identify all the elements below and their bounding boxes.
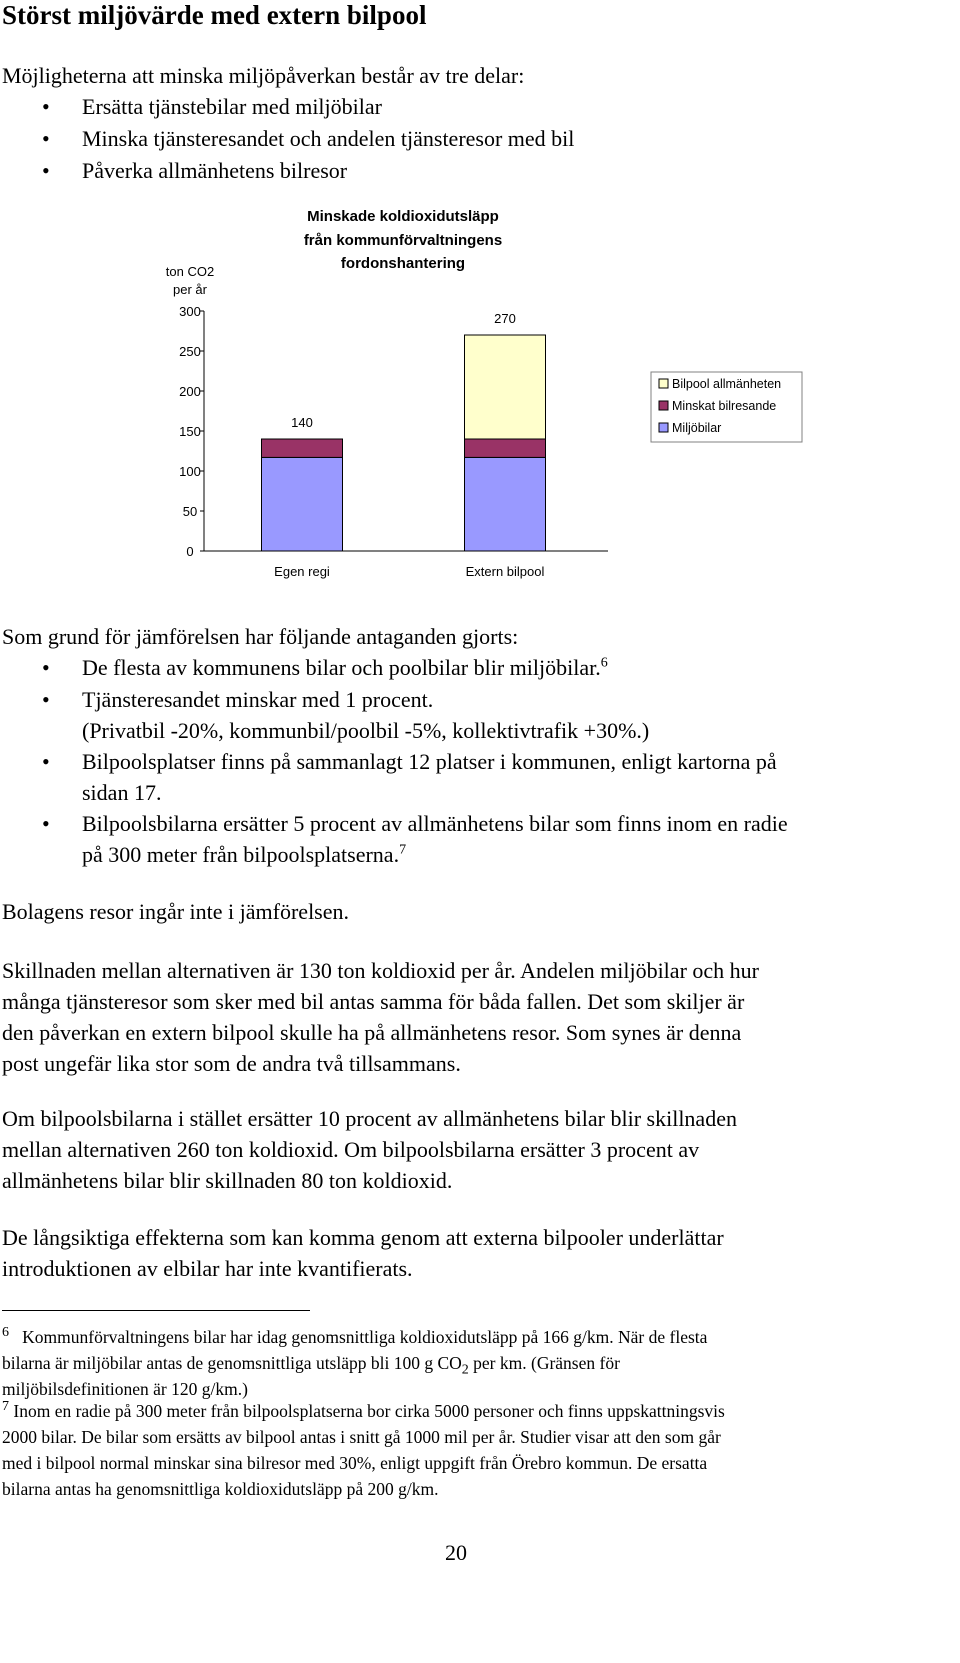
difference-paragraph: Skillnaden mellan alternativen är 130 ton koldioxid per år. Andelen miljöbilar och hur många tjänsteresor som sker med bil antas samma för båda fallen. Det som skiljer är den påverkan en extern bilpool skulle ha på allmänhetens resor. Som synes är denna post ungefär lika stor som de andra två tillsammans. (2, 958, 759, 1076)
chart-title-line: från kommunförvaltningens (303, 232, 503, 249)
y-tick-label: 300 (179, 304, 201, 319)
legend-label: Miljöbilar (672, 421, 722, 435)
page-heading: Störst miljövärde med extern bilpool (2, 0, 427, 30)
intro-text: Möjligheterna att minska miljöpåverkan består av tre delar: (2, 63, 525, 88)
bolag-paragraph: Bolagens resor ingår inte i jämförelsen. (2, 899, 350, 924)
legend-swatch (659, 379, 668, 388)
legend-label: Bilpool allmänheten (672, 377, 782, 391)
footnote-7: $^7$ Inom en radie på 300 meter från bilpoolsplatserna bor cirka 5000 personer och finns uppskattningsvis 2000 bilar. De bilar som ersätts av bilpool antas i snitt gå 1000 mil per år. Studier visar att den som går med i bilpool normal minskar sina bilresor med 30%, enligt uppgift från Örebro kommun. De ersatta bilarna antas ha genomsnittliga koldioxidutsläpp på 200 g/km. (2, 1399, 725, 1499)
footnote-marker: 6 (2, 1325, 9, 1341)
chart-title-line: Minskade koldioxidutsläpp (307, 208, 499, 225)
ten-percent-paragraph: Om bilpoolsbilarna i stället ersätter 10 procent av allmänhetens bilar blir skillnaden mellan alternativen 260 ton koldioxid. Om bilpoolsbilarna ersätter 3 procent av allmänhetens bilar blir skillnaden 80 ton koldioxid. (2, 1106, 737, 1193)
bullet-icon: • (42, 811, 50, 836)
bullet-icon: • (42, 687, 50, 712)
bar-segment (465, 457, 546, 551)
y-tick-label: 50 (182, 504, 198, 519)
long-term-paragraph: De långsiktiga effekterna som kan komma genom att externa bilpooler underlättar introduktionen av elbilar har inte kvantifierats. (2, 1225, 724, 1281)
bullet-icon: • (42, 126, 50, 151)
legend-swatch (659, 401, 668, 410)
bullet-icon: • (42, 749, 50, 774)
bar-segment (465, 439, 546, 457)
footnote-6: $^6$ Kommunförvaltningens bilar har idag genomsnittliga koldioxidutsläpp på 166 g/km. När de flesta bilarna är miljöbilar antas de genomsnittliga utsläpp bli 100 g $CO_2$ per km. (Gränsen för miljöbilsdefinitionen är 120 g/km.) (2, 1325, 708, 1399)
y-tick-label: 150 (179, 424, 201, 439)
bar-total-label: 140 (291, 415, 313, 430)
y-tick-label: 200 (179, 384, 201, 399)
y-tick-label: 250 (179, 344, 201, 359)
y-axis-label: ton CO2 (165, 264, 215, 279)
bar-total-label: 270 (494, 311, 516, 326)
bar-segment (262, 457, 343, 551)
bullet-icon: • (42, 158, 50, 183)
footnote-separator (2, 1310, 310, 1311)
bar-segment (262, 439, 343, 457)
page-number: 20 (445, 1540, 467, 1565)
footnote-marker: 7 (2, 1399, 9, 1415)
x-category-label: Egen regi (274, 564, 330, 579)
basis-text: Som grund för jämförelsen har följande antaganden gjorts: (2, 624, 519, 649)
bullet-icon: • (42, 94, 50, 119)
x-category-label: Extern bilpool (465, 564, 545, 579)
legend-swatch (659, 423, 668, 432)
footnote-ref: 6 (600, 655, 608, 671)
y-axis-label: per år (173, 282, 207, 297)
y-tick-label: 100 (179, 464, 201, 479)
bullet-icon: • (42, 655, 50, 680)
footnote-ref: 7 (399, 842, 407, 858)
bar-segment (465, 335, 546, 439)
y-tick-label: 0 (186, 544, 194, 559)
co2-stacked-bar-chart (0, 195, 960, 595)
legend-label: Minskat bilresande (672, 399, 777, 413)
chart-title-line: fordonshantering (340, 255, 466, 272)
